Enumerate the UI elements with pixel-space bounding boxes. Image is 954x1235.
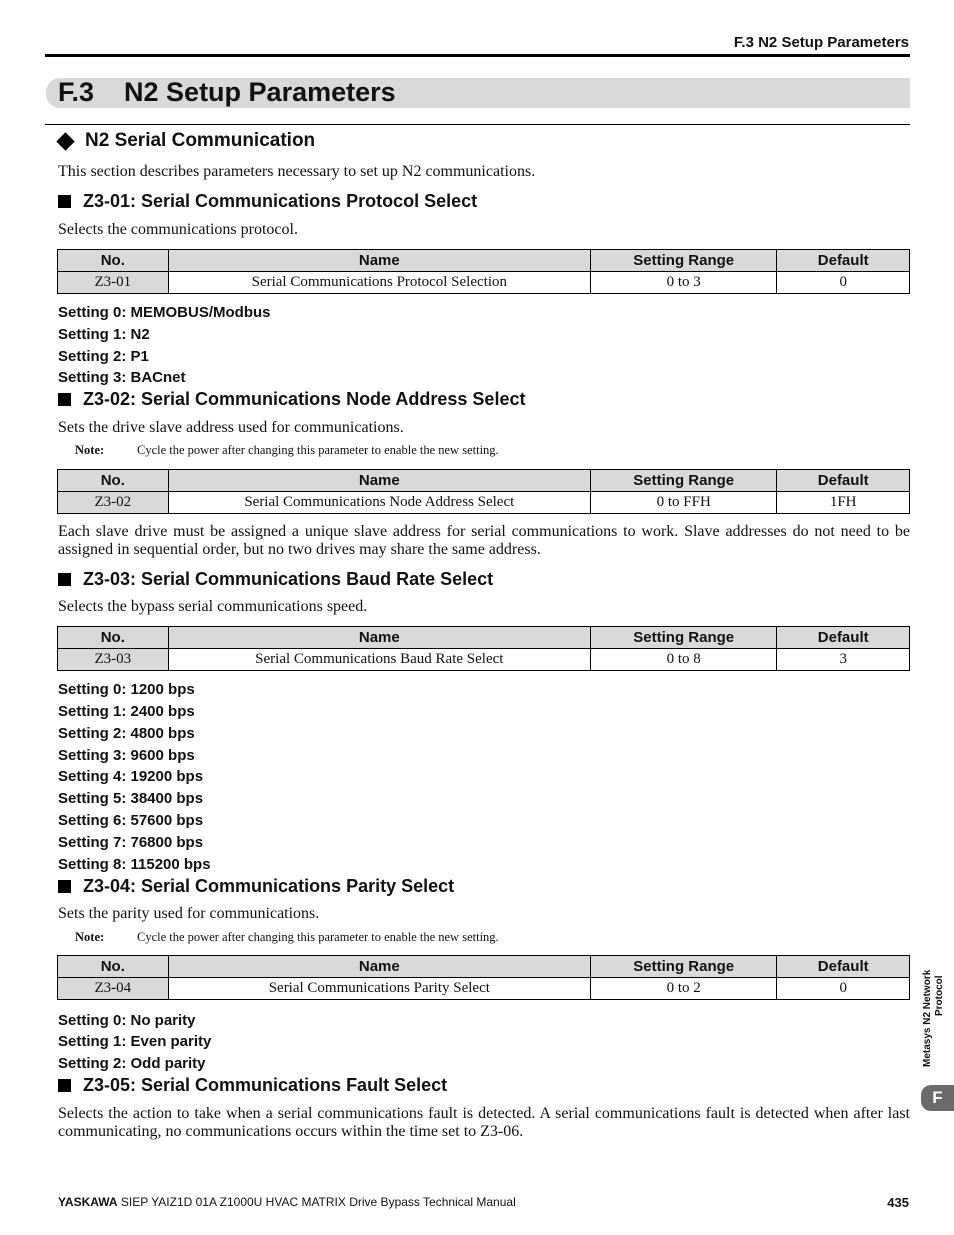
- z303-table: [57, 626, 910, 671]
- col-default: Default: [777, 956, 910, 978]
- z303-setting: Setting 5: 38400 bps: [58, 790, 204, 807]
- col-name: Name: [168, 627, 590, 649]
- z304-heading-text: Z3-04: Serial Communications Parity Select: [83, 876, 455, 896]
- side-label-line1: Metasys N2 Network: [922, 969, 933, 1067]
- z303-setting: Setting 8: 115200 bps: [58, 856, 211, 873]
- z302-paragraph: Each slave drive must be assigned a unique slave address for serial communications to work. Slave addresses do not need to be assigned in sequential order, but no two drives may share the same address.: [58, 523, 910, 558]
- side-label-line2: Protocol: [934, 975, 945, 1016]
- z302-note: [75, 443, 499, 458]
- z301-desc: Selects the communications protocol.: [58, 221, 298, 238]
- col-no: No.: [58, 956, 169, 978]
- cell-default: 3: [777, 649, 910, 671]
- z305-desc: Selects the action to take when a serial communications fault is detected. A serial communications fault is detected when after last communicating, no communications occurs within the time set to Z3-06.: [58, 1105, 910, 1140]
- col-no: No.: [58, 470, 169, 492]
- z303-heading: [58, 569, 493, 590]
- z302-heading-text: Z3-02: Serial Communications Node Address Select: [83, 389, 526, 409]
- col-name: Name: [168, 470, 590, 492]
- diamond-bullet-icon: [56, 132, 74, 150]
- running-header: F.3 N2 Setup Parameters: [733, 34, 909, 51]
- table-row: [58, 649, 910, 671]
- z302-table: [57, 469, 910, 514]
- col-default: Default: [777, 627, 910, 649]
- z304-table: [57, 955, 910, 1000]
- cell-range: 0 to FFH: [591, 492, 777, 514]
- z303-setting: Setting 7: 76800 bps: [58, 834, 204, 851]
- col-default: Default: [777, 470, 910, 492]
- section-heading-text: N2 Serial Communication: [85, 130, 316, 151]
- footer: [58, 1195, 516, 1209]
- z304-note: [75, 930, 499, 945]
- title-rule: [45, 124, 910, 125]
- z304-heading: [58, 876, 454, 897]
- z301-heading: [58, 191, 477, 212]
- z304-setting: Setting 1: Even parity: [58, 1033, 212, 1050]
- square-bullet-icon: [58, 880, 71, 893]
- table-header-row: [58, 250, 910, 272]
- z302-heading: [58, 389, 525, 410]
- section-heading: [56, 130, 315, 152]
- z305-heading-text: Z3-05: Serial Communications Fault Select: [83, 1075, 448, 1095]
- z303-setting: Setting 1: 2400 bps: [58, 703, 195, 720]
- z303-setting: Setting 0: 1200 bps: [58, 681, 195, 698]
- z301-setting: Setting 1: N2: [58, 326, 150, 343]
- square-bullet-icon: [58, 195, 71, 208]
- z303-setting: Setting 2: 4800 bps: [58, 725, 195, 742]
- col-no: No.: [58, 250, 169, 272]
- z303-setting: Setting 4: 19200 bps: [58, 768, 204, 785]
- z303-setting: Setting 6: 57600 bps: [58, 812, 204, 829]
- page-number: 435: [887, 1195, 909, 1210]
- z304-setting: Setting 2: Odd parity: [58, 1055, 206, 1072]
- z303-heading-text: Z3-03: Serial Communications Baud Rate Select: [83, 569, 494, 589]
- cell-default: 0: [777, 272, 910, 294]
- cell-default: 0: [777, 978, 910, 1000]
- cell-name: Serial Communications Baud Rate Select: [168, 649, 590, 671]
- footer-brand: YASKAWA: [58, 1195, 118, 1209]
- cell-no: Z3-04: [58, 978, 169, 1000]
- table-row: [58, 492, 910, 514]
- z302-desc: Sets the drive slave address used for communications.: [58, 419, 404, 436]
- z301-setting: Setting 3: BACnet: [58, 369, 186, 386]
- z304-setting: Setting 0: No parity: [58, 1012, 196, 1029]
- note-label: Note:: [75, 443, 105, 457]
- side-section-label: [922, 952, 952, 1067]
- z304-desc: Sets the parity used for communications.: [58, 905, 320, 922]
- z303-desc: Selects the bypass serial communications speed.: [58, 598, 368, 615]
- col-range: Setting Range: [591, 627, 777, 649]
- table-row: [58, 272, 910, 294]
- col-name: Name: [168, 956, 590, 978]
- col-default: Default: [777, 250, 910, 272]
- square-bullet-icon: [58, 393, 71, 406]
- col-range: Setting Range: [591, 956, 777, 978]
- cell-range: 0 to 3: [591, 272, 777, 294]
- note-text: Cycle the power after changing this parameter to enable the new setting.: [137, 443, 499, 457]
- section-intro: This section describes parameters necessary to set up N2 communications.: [58, 163, 536, 180]
- cell-default: 1FH: [777, 492, 910, 514]
- col-no: No.: [58, 627, 169, 649]
- footer-text: SIEP YAIZ1D 01A Z1000U HVAC MATRIX Drive Bypass Technical Manual: [117, 1195, 516, 1209]
- col-range: Setting Range: [591, 470, 777, 492]
- cell-range: 0 to 8: [591, 649, 777, 671]
- cell-no: Z3-02: [58, 492, 169, 514]
- header-rule: [45, 54, 910, 57]
- cell-name: Serial Communications Node Address Select: [168, 492, 590, 514]
- note-text: Cycle the power after changing this parameter to enable the new setting.: [137, 930, 499, 944]
- cell-name: Serial Communications Parity Select: [168, 978, 590, 1000]
- table-header-row: [58, 627, 910, 649]
- z301-heading-text: Z3-01: Serial Communications Protocol Select: [83, 191, 478, 211]
- z303-setting: Setting 3: 9600 bps: [58, 747, 195, 764]
- table-row: [58, 978, 910, 1000]
- col-name: Name: [168, 250, 590, 272]
- z305-heading: [58, 1075, 447, 1096]
- table-header-row: [58, 956, 910, 978]
- cell-range: 0 to 2: [591, 978, 777, 1000]
- table-header-row: [58, 470, 910, 492]
- z301-setting: Setting 2: P1: [58, 348, 149, 365]
- appendix-tab: F: [921, 1085, 954, 1111]
- cell-no: Z3-03: [58, 649, 169, 671]
- cell-no: Z3-01: [58, 272, 169, 294]
- z301-setting: Setting 0: MEMOBUS/Modbus: [58, 304, 271, 321]
- cell-name: Serial Communications Protocol Selection: [168, 272, 590, 294]
- z301-table: [57, 249, 910, 294]
- col-range: Setting Range: [591, 250, 777, 272]
- square-bullet-icon: [58, 1079, 71, 1092]
- page-title: F.3 N2 Setup Parameters: [58, 77, 396, 107]
- note-label: Note:: [75, 930, 105, 944]
- square-bullet-icon: [58, 573, 71, 586]
